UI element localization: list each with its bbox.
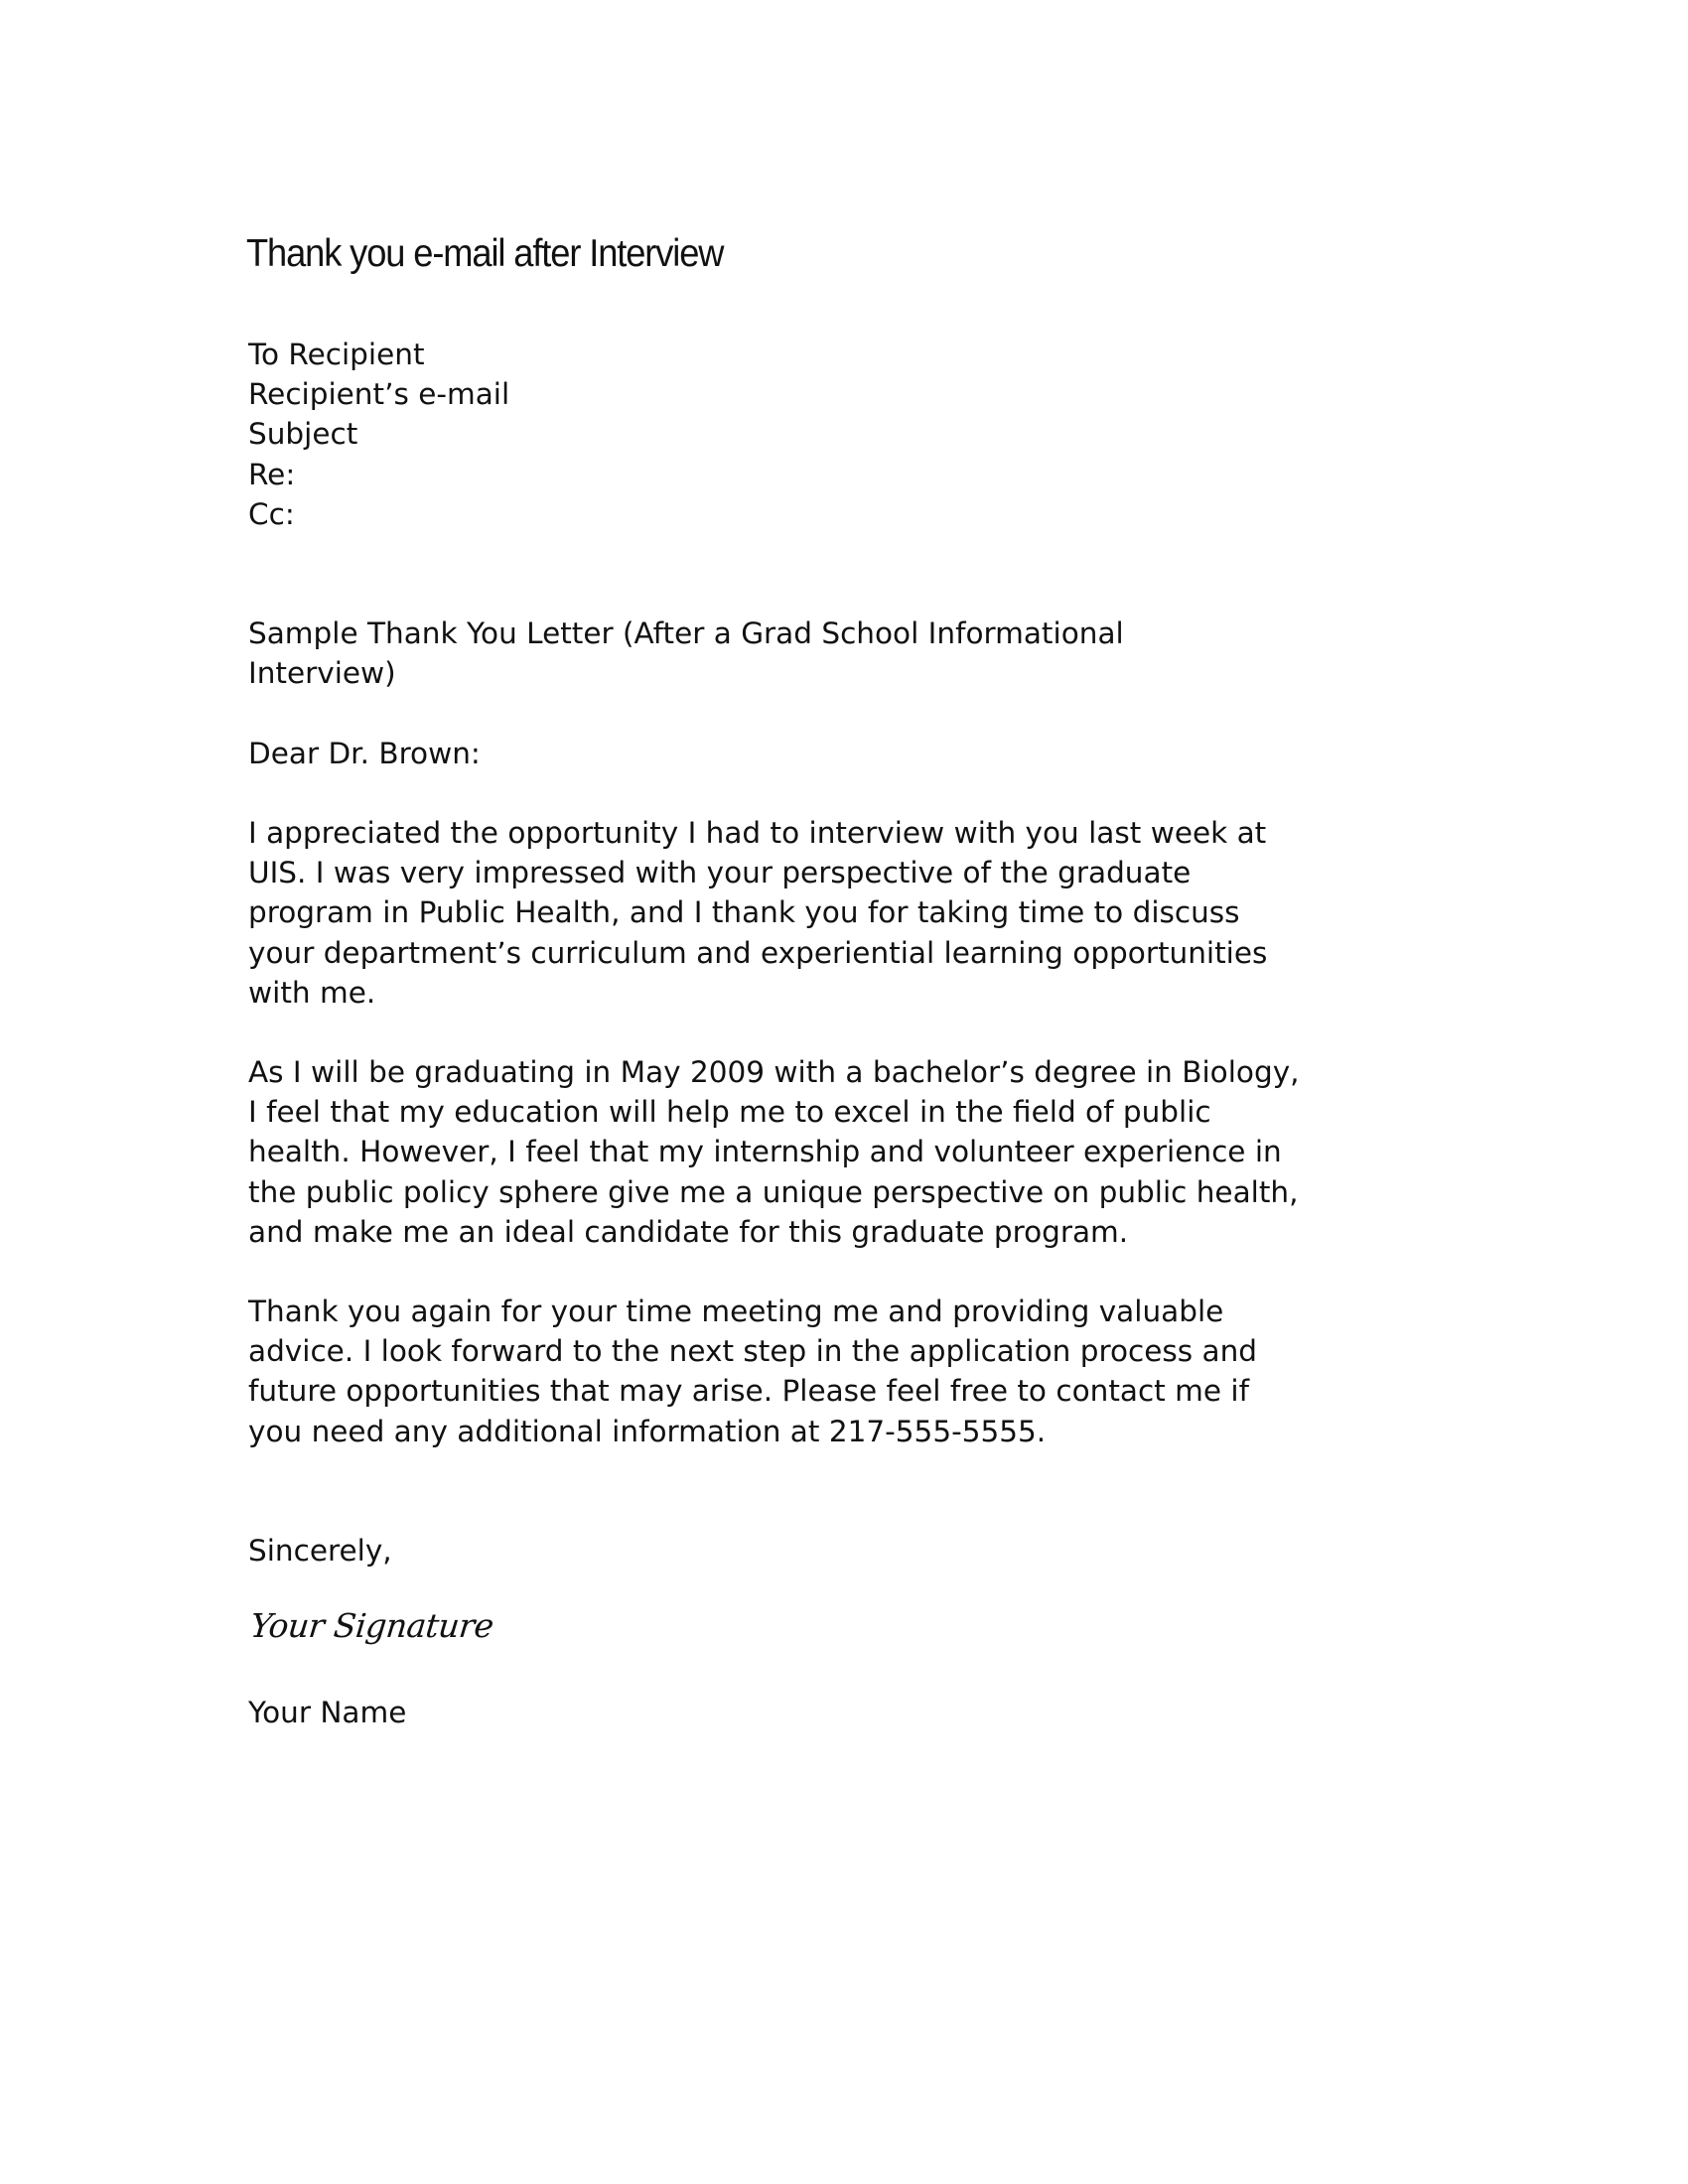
- paragraph-line: and make me an ideal candidate for this graduate program.: [248, 1214, 1129, 1249]
- paragraph-1: [248, 813, 1267, 1013]
- paragraph-3: [248, 1292, 1257, 1451]
- letter-subject-heading: [248, 614, 1124, 693]
- subject-heading-line: Interview): [248, 656, 396, 691]
- email-header-fields: [248, 335, 509, 534]
- subject-heading-line: Sample Thank You Letter (After a Grad School Informational: [248, 616, 1124, 650]
- paragraph-line: your department’s curriculum and experiential learning opportunities: [248, 935, 1268, 970]
- salutation: [248, 734, 481, 773]
- re-field: Re:: [248, 457, 296, 491]
- paragraph-line: I appreciated the opportunity I had to interview with you last week at: [248, 816, 1267, 850]
- paragraph-line: you need any additional information at 217-555-5555.: [248, 1414, 1047, 1448]
- recipient-email-field: Recipient’s e-mail: [248, 377, 510, 412]
- paragraph-line: health. However, I feel that my internship and volunteer experience in: [248, 1135, 1282, 1169]
- paragraph-line: program in Public Health, and I thank you for taking time to discuss: [248, 895, 1240, 930]
- salutation-text: Dear Dr. Brown:: [248, 737, 481, 770]
- closing-text: Sincerely,: [248, 1534, 392, 1568]
- paragraph-line: As I will be graduating in May 2009 with a bachelor’s degree in Biology,: [248, 1055, 1300, 1089]
- to-recipient-field: To Recipient: [248, 338, 425, 371]
- paragraph-line: future opportunities that may arise. Please feel free to contact me if: [248, 1374, 1249, 1409]
- signature: Your Signature: [248, 1606, 495, 1645]
- paragraph-line: UIS. I was very impressed with your perspective of the graduate: [248, 856, 1192, 890]
- document-title: Thank you e-mail after Interview: [246, 232, 724, 275]
- sender-name-text: Your Name: [248, 1696, 407, 1729]
- paragraph-line: advice. I look forward to the next step in the application process and: [248, 1334, 1257, 1369]
- paragraph-2: [248, 1052, 1300, 1252]
- subject-field: Subject: [248, 417, 358, 452]
- paragraph-line: Thank you again for your time meeting me and providing valuable: [248, 1295, 1224, 1328]
- paragraph-line: I feel that my education will help me to excel in the field of public: [248, 1095, 1211, 1130]
- paragraph-line: the public policy sphere give me a unique perspective on public health,: [248, 1174, 1299, 1209]
- closing: [248, 1531, 392, 1570]
- sender-name: [248, 1693, 406, 1732]
- paragraph-line: with me.: [248, 975, 376, 1010]
- cc-field: Cc:: [248, 496, 295, 531]
